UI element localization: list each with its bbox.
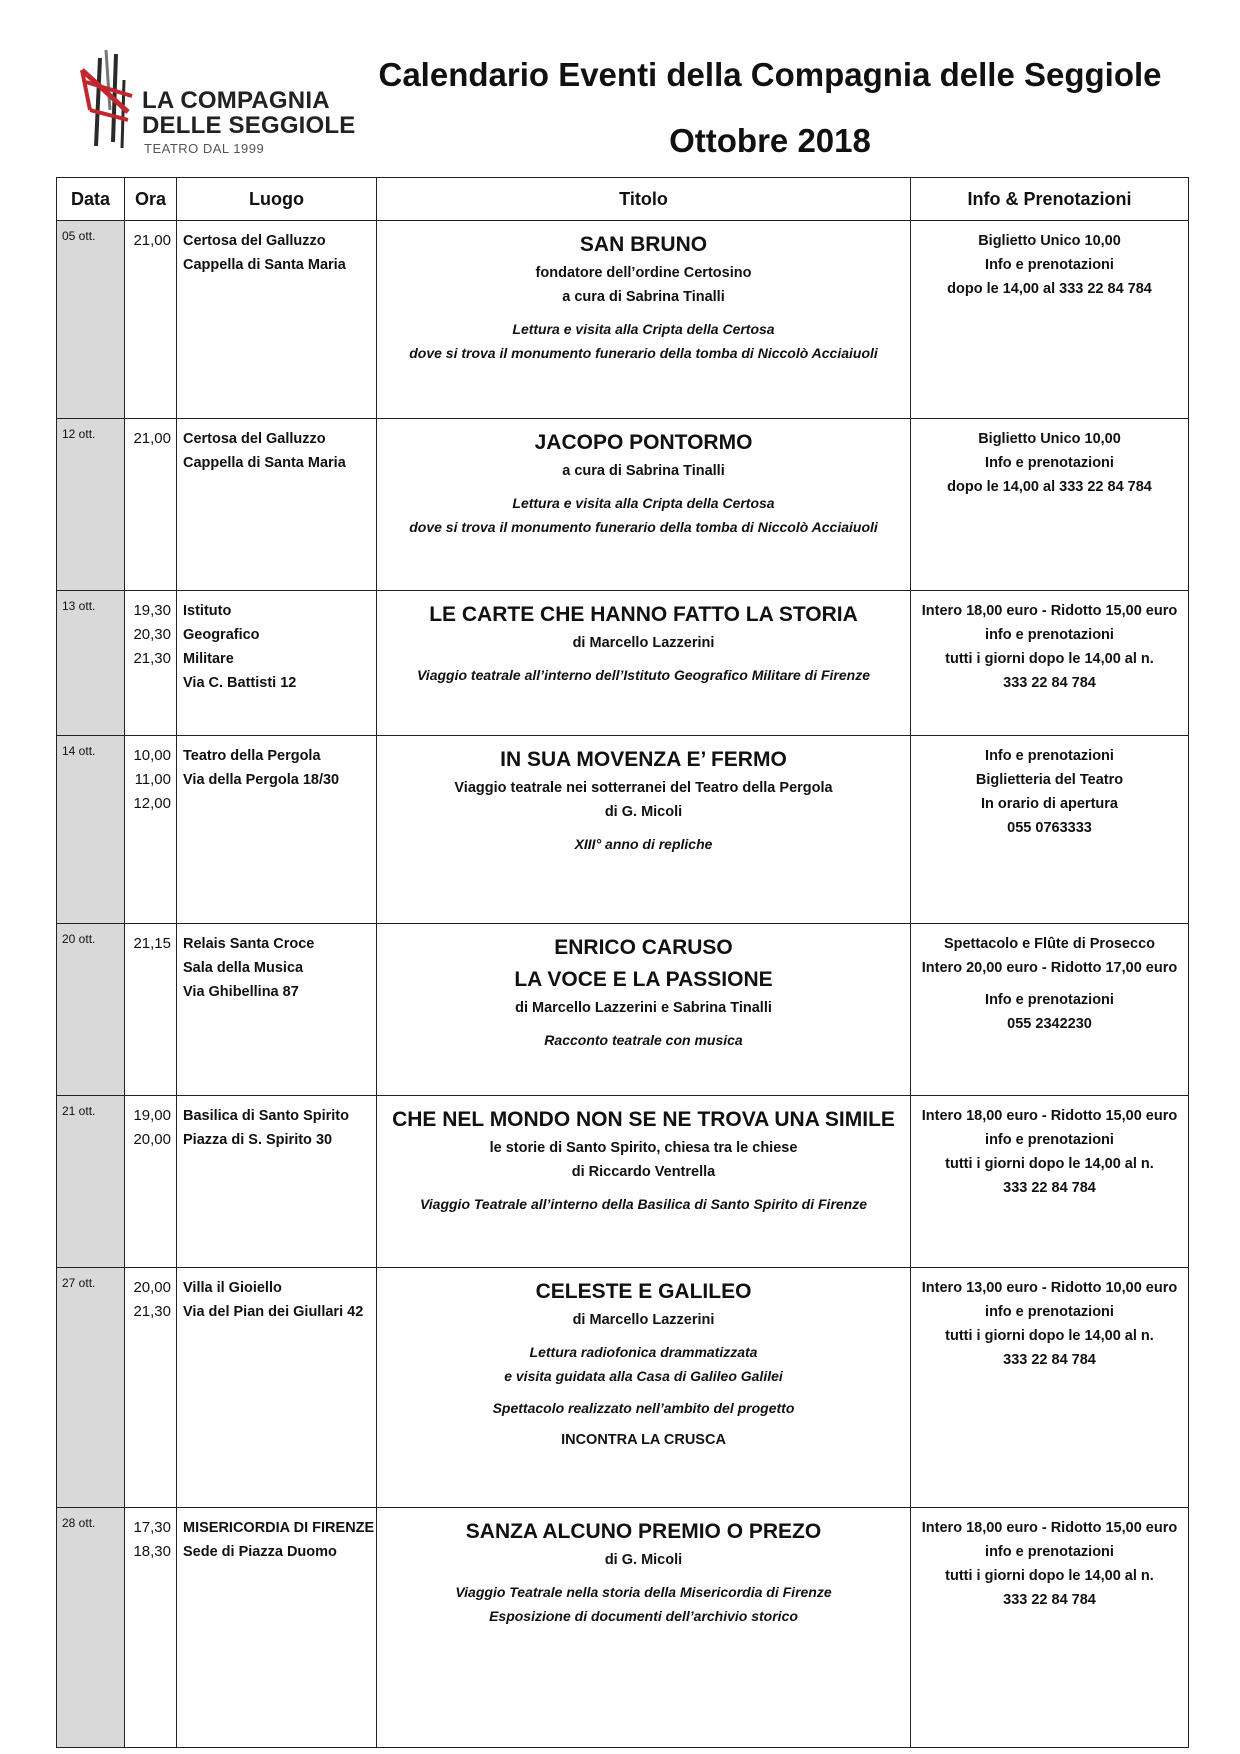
chair-logo-icon	[76, 50, 140, 150]
spacer	[381, 483, 906, 491]
event-info-line: Intero 18,00 euro - Ridotto 15,00 euro	[921, 1520, 1178, 1536]
event-title-cell	[377, 924, 911, 1096]
event-time: 19,30	[133, 602, 171, 619]
event-subtitle: di Marcello Lazzerini	[572, 635, 715, 651]
event-info-line: info e prenotazioni	[985, 627, 1114, 643]
event-title: JACOPO PONTORMO	[534, 431, 753, 454]
event-note: Lettura e visita alla Cripta della Certosa	[512, 495, 775, 511]
event-info-line: Biglietteria del Teatro	[975, 772, 1124, 788]
event-info	[911, 1508, 1189, 1748]
event-subtitle: di G. Micoli	[604, 1552, 683, 1568]
event-date: 27 ott.	[57, 1268, 125, 1508]
event-place-line: Via C. Battisti 12	[183, 675, 297, 691]
spacer	[381, 1020, 906, 1028]
event-date: 14 ott.	[57, 736, 125, 924]
event-title-cell	[377, 1268, 911, 1508]
event-subtitle: Viaggio teatrale nei sotterranei del Teatro della Pergola	[454, 780, 833, 796]
event-place-line: Teatro della Pergola	[183, 748, 321, 764]
event-place-line: Certosa del Galluzzo	[183, 233, 326, 249]
event-place-line: Via della Pergola 18/30	[183, 772, 340, 788]
event-place	[177, 221, 377, 419]
event-times	[125, 419, 177, 591]
event-title-cell	[377, 736, 911, 924]
events-table	[56, 177, 1189, 1748]
event-time: 20,00	[133, 1279, 171, 1296]
event-info-line: Info e prenotazioni	[985, 992, 1114, 1008]
event-time: 10,00	[133, 747, 171, 764]
event-info-line: In orario di apertura	[981, 796, 1118, 812]
event-note: Esposizione di documenti dell’archivio storico	[489, 1608, 798, 1624]
event-subtitle: a cura di Sabrina Tinalli	[562, 289, 725, 305]
event-place-line: Relais Santa Croce	[183, 936, 315, 952]
event-note: dove si trova il monumento funerario della tomba di Niccolò Acciaiuoli	[409, 519, 878, 535]
event-place	[177, 1096, 377, 1268]
event-subtitle: fondatore dell’ordine Certosino	[535, 265, 752, 281]
event-title-cell	[377, 1508, 911, 1748]
column-header-place: Luogo	[177, 178, 377, 221]
event-time: 21,30	[133, 1303, 171, 1320]
event-time: 20,00	[133, 1131, 171, 1148]
event-info-line: 333 22 84 784	[1003, 1592, 1096, 1608]
event-title-cell	[377, 221, 911, 419]
table-row	[57, 1096, 1189, 1268]
event-title: IN SUA MOVENZA E’ FERMO	[500, 748, 787, 771]
event-subtitle: di Riccardo Ventrella	[571, 1164, 716, 1180]
event-place-line: Istituto	[183, 603, 232, 619]
table-row	[57, 591, 1189, 736]
event-time: 12,00	[133, 795, 171, 812]
event-place-line: Cappella di Santa Maria	[183, 455, 346, 471]
event-subtitle: le storie di Santo Spirito, chiesa tra le chiese	[489, 1140, 798, 1156]
event-info	[911, 591, 1189, 736]
event-info	[911, 419, 1189, 591]
event-info-line: 055 2342230	[1007, 1016, 1092, 1032]
column-header-date: Data	[57, 178, 125, 221]
spacer	[381, 1572, 906, 1580]
event-times	[125, 221, 177, 419]
event-place-line: Piazza di S. Spirito 30	[183, 1132, 333, 1148]
event-info-line: 055 0763333	[1007, 820, 1092, 836]
table-header-row	[57, 178, 1189, 221]
event-info-line: info e prenotazioni	[985, 1304, 1114, 1320]
event-times	[125, 1508, 177, 1748]
event-time: 20,30	[133, 626, 171, 643]
event-note: Viaggio Teatrale nella storia della Misericordia di Firenze	[455, 1584, 832, 1600]
event-note: e visita guidata alla Casa di Galileo Galilei	[504, 1368, 783, 1384]
event-place-line: Via Ghibellina 87	[183, 984, 299, 1000]
event-title-cell	[377, 591, 911, 736]
event-title: SANZA ALCUNO PREMIO O PREZO	[465, 1520, 822, 1543]
event-place-line: Via del Pian dei Giullari 42	[183, 1304, 364, 1320]
event-info-line: Info e prenotazioni	[985, 257, 1114, 273]
event-place-line: Sede di Piazza Duomo	[183, 1544, 337, 1560]
event-info-line: tutti i giorni dopo le 14,00 al n.	[945, 1156, 1154, 1172]
event-time: 21,00	[133, 232, 171, 249]
event-note: Viaggio teatrale all’interno dell’Istituto Geografico Militare di Firenze	[416, 667, 870, 683]
event-info-line: Intero 18,00 euro - Ridotto 15,00 euro	[921, 1108, 1178, 1124]
event-subtitle: di Marcello Lazzerini e Sabrina Tinalli	[515, 1000, 772, 1016]
event-title: LA VOCE E LA PASSIONE	[514, 968, 773, 991]
event-note: dove si trova il monumento funerario della tomba di Niccolò Acciaiuoli	[409, 345, 878, 361]
event-place-line: Certosa del Galluzzo	[183, 431, 326, 447]
event-times	[125, 591, 177, 736]
page-title: Calendario Eventi della Compagnia delle Seggiole	[378, 56, 1162, 93]
event-info	[911, 221, 1189, 419]
spacer	[381, 1184, 906, 1192]
column-header-info: Info & Prenotazioni	[911, 178, 1189, 221]
event-date: 13 ott.	[57, 591, 125, 736]
event-date: 05 ott.	[57, 221, 125, 419]
event-place-line: MISERICORDIA DI FIRENZE	[183, 1520, 375, 1536]
event-note: Lettura e visita alla Cripta della Certosa	[512, 321, 775, 337]
event-info-line: Biglietto Unico 10,00	[978, 233, 1121, 249]
event-place-line: Cappella di Santa Maria	[183, 257, 346, 273]
table-row	[57, 419, 1189, 591]
event-title: CHE NEL MONDO NON SE NE TROVA UNA SIMILE	[392, 1108, 895, 1131]
event-info-line: dopo le 14,00 al 333 22 84 784	[947, 281, 1152, 297]
event-info-line: Intero 18,00 euro - Ridotto 15,00 euro	[921, 603, 1178, 619]
event-time: 17,30	[133, 1519, 171, 1536]
spacer	[381, 1332, 906, 1340]
event-place-line: Militare	[183, 651, 234, 667]
event-note: Racconto teatrale con musica	[544, 1032, 743, 1048]
event-title: ENRICO CARUSO	[554, 936, 733, 959]
column-header-time: Ora	[125, 178, 177, 221]
event-times	[125, 924, 177, 1096]
event-time: 21,30	[133, 650, 171, 667]
table-row	[57, 924, 1189, 1096]
event-time: 11,00	[134, 771, 171, 788]
event-times	[125, 1268, 177, 1508]
event-info-line: Spettacolo e Flûte di Prosecco	[943, 936, 1156, 952]
event-place	[177, 419, 377, 591]
spacer	[913, 980, 1186, 988]
event-place	[177, 1268, 377, 1508]
event-info-line: tutti i giorni dopo le 14,00 al n.	[945, 651, 1154, 667]
event-place	[177, 1508, 377, 1748]
event-place	[177, 591, 377, 736]
spacer	[381, 1388, 906, 1396]
table-row	[57, 1268, 1189, 1508]
event-times	[125, 736, 177, 924]
event-note: XIII° anno di repliche	[574, 836, 713, 852]
event-time: 19,00	[133, 1107, 171, 1124]
event-project-name: INCONTRA LA CRUSCA	[561, 1432, 726, 1448]
company-logo	[68, 50, 358, 155]
event-info-line: 333 22 84 784	[1003, 675, 1096, 691]
event-info	[911, 924, 1189, 1096]
table-row	[57, 221, 1189, 419]
event-subtitle: di G. Micoli	[604, 804, 683, 820]
event-info-line: Biglietto Unico 10,00	[978, 431, 1121, 447]
event-title: LE CARTE CHE HANNO FATTO LA STORIA	[429, 603, 858, 626]
event-subtitle: di Marcello Lazzerini	[572, 1312, 715, 1328]
event-place-line: Geografico	[183, 627, 260, 643]
event-title-cell	[377, 419, 911, 591]
event-place	[177, 736, 377, 924]
event-info-line: info e prenotazioni	[985, 1132, 1114, 1148]
event-title: CELESTE E GALILEO	[535, 1280, 752, 1303]
event-info-line: dopo le 14,00 al 333 22 84 784	[947, 479, 1152, 495]
event-info-line: Info e prenotazioni	[985, 748, 1114, 764]
event-date: 28 ott.	[57, 1508, 125, 1748]
event-date: 21 ott.	[57, 1096, 125, 1268]
spacer	[381, 824, 906, 832]
table-row	[57, 1508, 1189, 1748]
page-subtitle: Ottobre 2018	[669, 122, 871, 159]
event-time: 21,00	[133, 430, 171, 447]
event-place	[177, 924, 377, 1096]
event-time: 21,15	[133, 935, 171, 952]
event-note: Lettura radiofonica drammatizzata	[529, 1344, 758, 1360]
event-info-line: 333 22 84 784	[1003, 1180, 1096, 1196]
event-info-line: Info e prenotazioni	[985, 455, 1114, 471]
event-title-cell	[377, 1096, 911, 1268]
event-subtitle: a cura di Sabrina Tinalli	[562, 463, 725, 479]
table-row	[57, 736, 1189, 924]
spacer	[381, 309, 906, 317]
event-info	[911, 1268, 1189, 1508]
event-info-line: tutti i giorni dopo le 14,00 al n.	[945, 1568, 1154, 1584]
logo-text-line2: DELLE SEGGIOLE	[142, 112, 356, 139]
event-info	[911, 736, 1189, 924]
spacer	[381, 1420, 906, 1428]
event-place-line: Basilica di Santo Spirito	[183, 1108, 349, 1124]
event-date: 20 ott.	[57, 924, 125, 1096]
spacer	[381, 655, 906, 663]
event-info-line: Intero 20,00 euro - Ridotto 17,00 euro	[921, 960, 1178, 976]
event-title: SAN BRUNO	[579, 233, 708, 256]
event-info	[911, 1096, 1189, 1268]
event-note: Viaggio Teatrale all’interno della Basilica di Santo Spirito di Firenze	[419, 1196, 868, 1212]
logo-text-line1: LA COMPAGNIA	[142, 87, 330, 114]
event-info-line: Intero 13,00 euro - Ridotto 10,00 euro	[921, 1280, 1178, 1296]
event-place-line: Villa il Gioiello	[183, 1280, 282, 1296]
event-info-line: 333 22 84 784	[1003, 1352, 1096, 1368]
event-note: Spettacolo realizzato nell’ambito del progetto	[492, 1400, 795, 1416]
event-time: 18,30	[133, 1543, 171, 1560]
event-info-line: info e prenotazioni	[985, 1544, 1114, 1560]
event-place-line: Sala della Musica	[183, 960, 304, 976]
event-date: 12 ott.	[57, 419, 125, 591]
event-info-line: tutti i giorni dopo le 14,00 al n.	[945, 1328, 1154, 1344]
column-header-title: Titolo	[377, 178, 911, 221]
event-times	[125, 1096, 177, 1268]
logo-tagline: TEATRO DAL 1999	[144, 141, 265, 156]
